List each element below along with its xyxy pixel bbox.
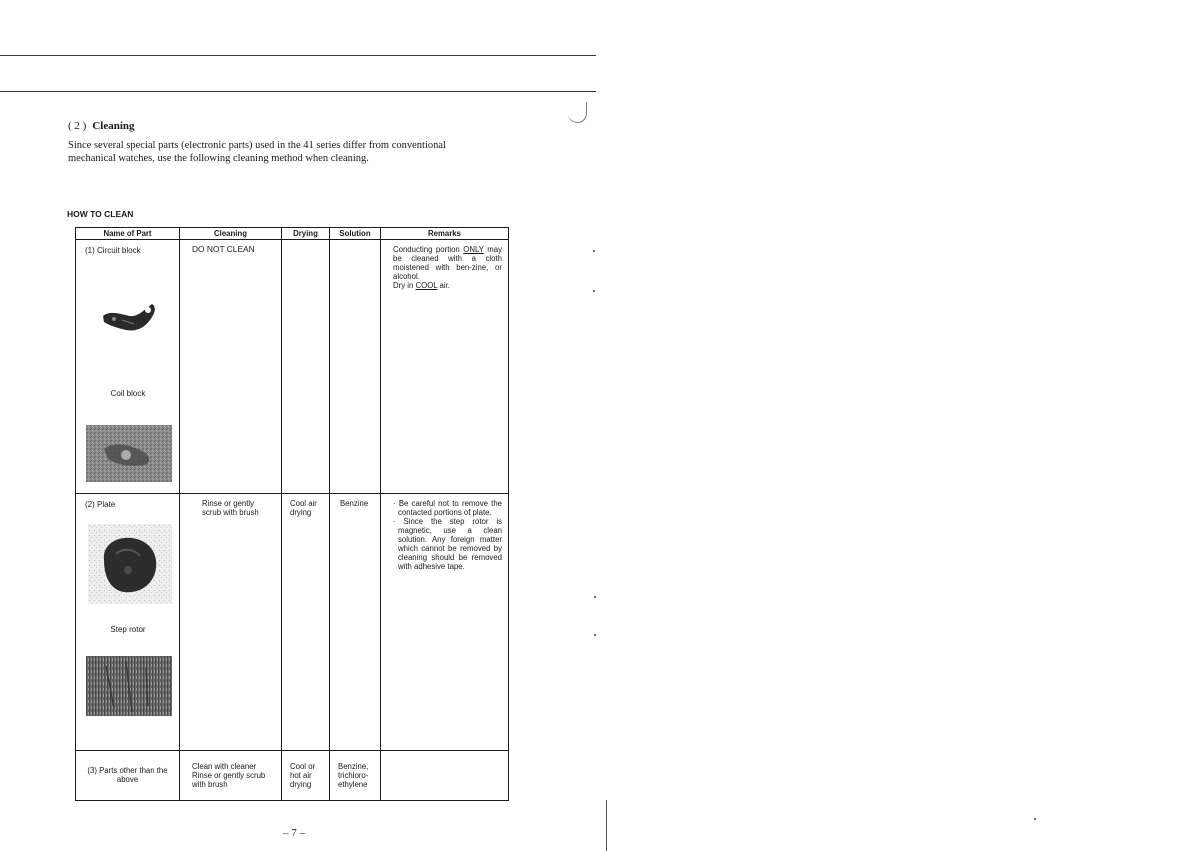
page-divider xyxy=(606,800,607,851)
remarks-cell xyxy=(381,750,509,800)
remarks-text-1: Conducting portion xyxy=(393,245,464,254)
remarks-list xyxy=(393,499,502,571)
part-name-cell xyxy=(76,494,180,750)
table-caption: HOW TO CLEAN xyxy=(67,209,134,219)
sub-part-name: Step rotor xyxy=(110,625,146,635)
drying-cell xyxy=(282,494,330,750)
intro-line-2: mechanical watches, use the following cleaning method when cleaning. xyxy=(68,153,369,164)
top-rule xyxy=(0,55,596,56)
part-name: (3) Parts other than the above xyxy=(87,766,168,785)
cleaning-method: DO NOT CLEAN xyxy=(192,244,255,254)
header-remarks: Remarks xyxy=(381,228,509,240)
solution-name: Benzine xyxy=(340,499,369,509)
plate-image xyxy=(88,524,172,604)
header-rule xyxy=(0,91,596,92)
sub-part-name: Coil block xyxy=(110,389,146,398)
remarks-item: · Since the step rotor is magnetic, use a clean solution. Any foreign matter which cannot be removed by cleaning should be removed with adhesive tape. xyxy=(393,517,502,571)
table-header-row xyxy=(76,228,509,240)
part-name: (1) Circuit block xyxy=(85,246,141,255)
scan-speck xyxy=(594,596,596,598)
remarks-text-3: Dry in xyxy=(393,281,416,290)
scan-speck xyxy=(593,290,595,292)
section-number: ( 2 ) xyxy=(68,120,87,132)
remarks-emphasis-only: ONLY xyxy=(463,245,484,254)
table-row xyxy=(76,240,509,494)
drying-method: Cool air drying xyxy=(290,499,317,518)
solution-name: Benzine, trichloro-ethylene xyxy=(338,761,369,789)
remarks-cell xyxy=(381,240,509,494)
part-name-cell xyxy=(76,240,180,494)
remarks-item: · Be careful not to remove the contacted portions of plate. xyxy=(393,499,502,517)
intro-line-1: Since several special parts (electronic parts) used in the 41 series differ from conventional xyxy=(68,140,446,151)
drying-cell xyxy=(282,240,330,494)
cleaning-cell xyxy=(180,750,282,800)
remarks-emphasis-cool: COOL xyxy=(415,281,438,290)
table-row xyxy=(76,750,509,800)
coil-block-image xyxy=(86,425,172,482)
circuit-block-image xyxy=(100,298,158,338)
scan-speck xyxy=(1034,818,1036,820)
header-solution: Solution xyxy=(330,228,381,240)
remarks-text-2: may be cleaned with a cloth moistened with ben-zine, or alcohol. xyxy=(393,245,502,281)
scan-speck xyxy=(594,634,596,636)
drying-cell xyxy=(282,750,330,800)
table-row xyxy=(76,494,509,750)
cleaning-cell xyxy=(180,240,282,494)
header-drying: Drying xyxy=(282,228,330,240)
section-title xyxy=(68,120,135,132)
solution-cell xyxy=(330,240,381,494)
step-rotor-image xyxy=(86,656,172,716)
part-name: (2) Plate xyxy=(85,500,116,510)
page-number: – 7 – xyxy=(283,827,305,839)
header-cleaning: Cleaning xyxy=(180,228,282,240)
scan-speck xyxy=(593,250,595,252)
intro-paragraph xyxy=(68,139,513,165)
cleaning-table xyxy=(75,227,509,801)
cleaning-method-line-1: Clean with cleaner xyxy=(192,761,257,771)
drying-method: Cool or hot air drying xyxy=(290,761,316,789)
solution-cell xyxy=(330,750,381,800)
solution-cell xyxy=(330,494,381,750)
cleaning-method: Rinse or gently scrub with brush xyxy=(202,499,259,518)
cleaning-method-line-2: Rinse or gently scrub with brush xyxy=(192,770,266,789)
remarks-text-4: air. xyxy=(437,281,450,290)
section-title-text: Cleaning xyxy=(92,120,135,132)
part-name-cell xyxy=(76,750,180,800)
cleaning-cell xyxy=(180,494,282,750)
scan-mark xyxy=(568,102,587,123)
remarks-cell xyxy=(381,494,509,750)
header-name-of-part: Name of Part xyxy=(76,228,180,240)
